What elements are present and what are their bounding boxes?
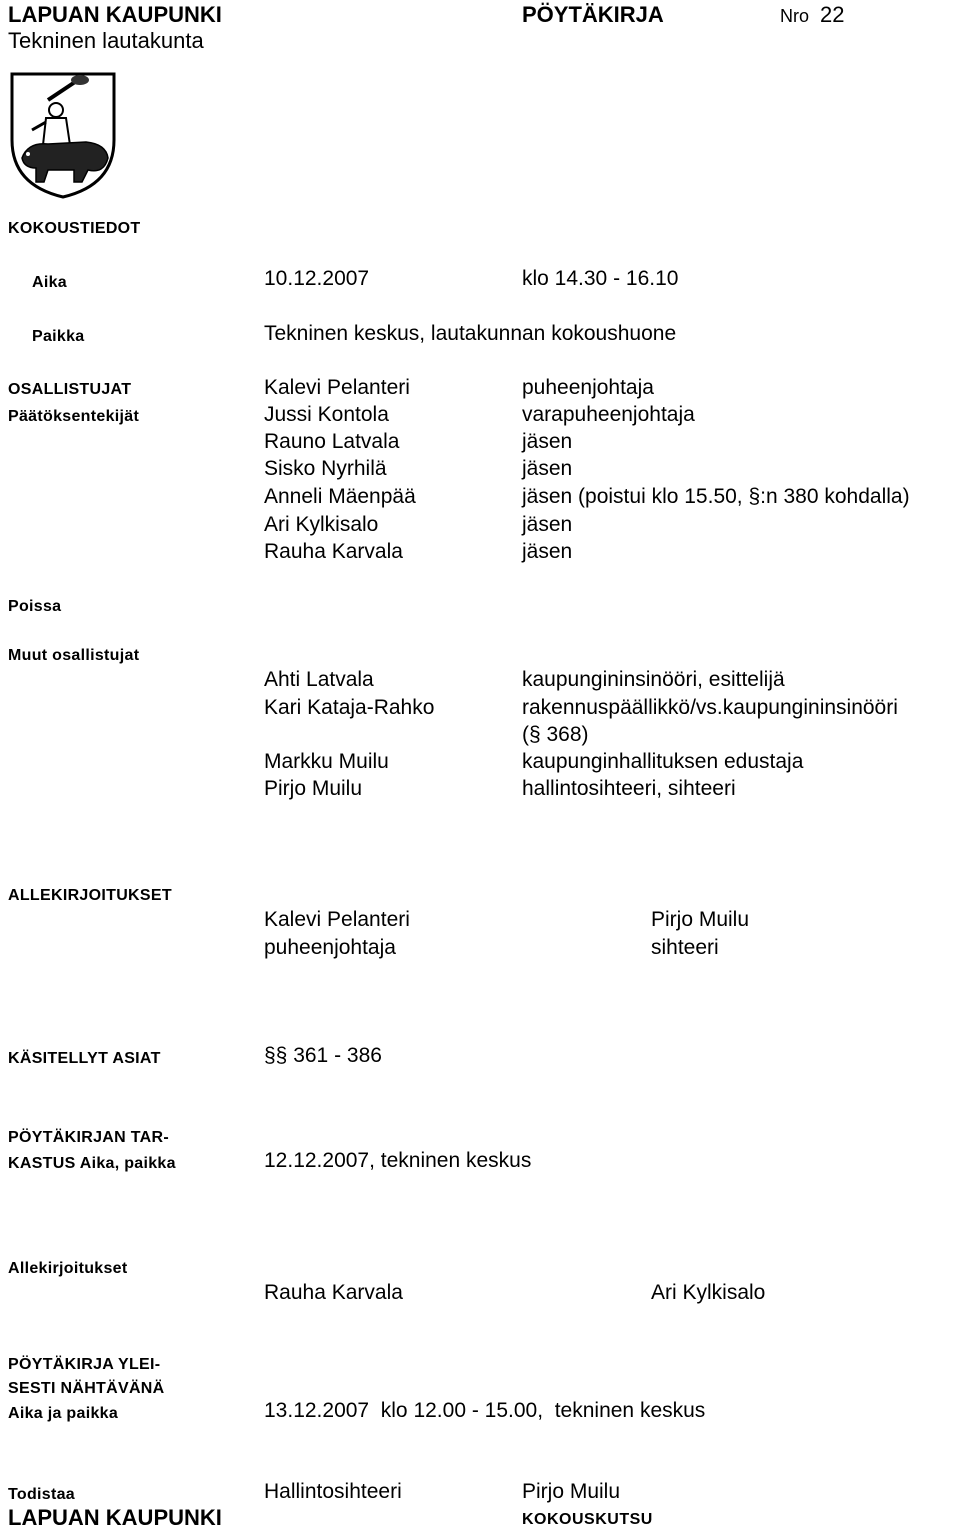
other-role: hallintosihteeri, sihteeri (522, 777, 736, 800)
inspector-right: Ari Kylkisalo (651, 1281, 766, 1304)
public-display-label-2: SESTI NÄHTÄVÄNÄ (8, 1380, 165, 1397)
participants-label: OSALLISTUJAT (8, 381, 132, 398)
time-label: Aika (32, 274, 67, 291)
footer-next-doc: KOKOUSKUTSU (522, 1511, 653, 1528)
public-display-value: 13.12.2007 klo 12.00 - 15.00, tekninen keskus (264, 1399, 706, 1422)
member-name: Kalevi Pelanteri (264, 376, 410, 399)
footer-city: LAPUAN KAUPUNKI (8, 1505, 222, 1530)
other-name: Pirjo Muilu (264, 777, 363, 800)
secretary-name: Pirjo Muilu (651, 908, 750, 931)
meeting-info-heading: KOKOUSTIEDOT (8, 220, 141, 237)
public-display-label-3: Aika ja paikka (8, 1405, 119, 1422)
member-role: jäsen (522, 457, 573, 480)
member-role: jäsen (522, 540, 573, 563)
meeting-time: klo 14.30 - 16.10 (522, 267, 679, 290)
inspection-label-1: PÖYTÄKIRJAN TAR- (8, 1129, 169, 1146)
doc-type: PÖYTÄKIRJA (522, 2, 664, 27)
member-role: jäsen (522, 430, 573, 453)
inspection-label-2: KASTUS Aika, paikka (8, 1155, 176, 1172)
member-name: Rauno Latvala (264, 430, 400, 453)
other-role: rakennuspäällikkö/vs.kaupungininsinööri (522, 696, 898, 719)
other-role-note: (§ 368) (522, 723, 589, 746)
member-role: jäsen (poistui klo 15.50, §:n 380 kohdalla) (522, 485, 910, 508)
nro-value: 22 (820, 2, 845, 27)
meeting-place: Tekninen keskus, lautakunnan kokoushuone (264, 322, 677, 345)
member-role: varapuheenjohtaja (522, 403, 695, 426)
member-role: puheenjohtaja (522, 376, 654, 399)
meeting-date: 10.12.2007 (264, 267, 370, 290)
city-title: LAPUAN KAUPUNKI (8, 2, 222, 27)
coat-of-arms-logo (8, 70, 118, 200)
place-label: Paikka (32, 328, 85, 345)
member-name: Jussi Kontola (264, 403, 389, 426)
other-name: Markku Muilu (264, 750, 389, 773)
absent-label: Poissa (8, 598, 62, 615)
certifier-title: Hallintosihteeri (264, 1480, 402, 1503)
member-name: Rauha Karvala (264, 540, 403, 563)
public-display-label-1: PÖYTÄKIRJA YLEI- (8, 1356, 161, 1373)
handled-items-label: KÄSITELLYT ASIAT (8, 1050, 161, 1067)
other-participants-label: Muut osallistujat (8, 647, 140, 664)
other-name: Kari Kataja-Rahko (264, 696, 435, 719)
nro-label: Nro (780, 6, 810, 26)
signatures-label: ALLEKIRJOITUKSET (8, 887, 172, 904)
secretary-role: sihteeri (651, 936, 719, 959)
chair-name: Kalevi Pelanteri (264, 908, 410, 931)
certifier-name: Pirjo Muilu (522, 1480, 621, 1503)
inspector-left: Rauha Karvala (264, 1281, 403, 1304)
member-name: Sisko Nyrhilä (264, 457, 387, 480)
member-name: Anneli Mäenpää (264, 485, 416, 508)
board-name: Tekninen lautakunta (8, 28, 204, 53)
inspectors-signatures-label: Allekirjoitukset (8, 1260, 128, 1277)
other-role: kaupungininsinööri, esittelijä (522, 668, 785, 691)
handled-items-value: §§ 361 - 386 (264, 1044, 382, 1067)
member-role: jäsen (522, 513, 573, 536)
inspection-value: 12.12.2007, tekninen keskus (264, 1149, 532, 1172)
member-name: Ari Kylkisalo (264, 513, 379, 536)
certifies-label: Todistaa (8, 1486, 76, 1503)
other-role: kaupunginhallituksen edustaja (522, 750, 804, 773)
chair-role: puheenjohtaja (264, 936, 396, 959)
decision-makers-label: Päätöksentekijät (8, 408, 140, 425)
other-name: Ahti Latvala (264, 668, 374, 691)
